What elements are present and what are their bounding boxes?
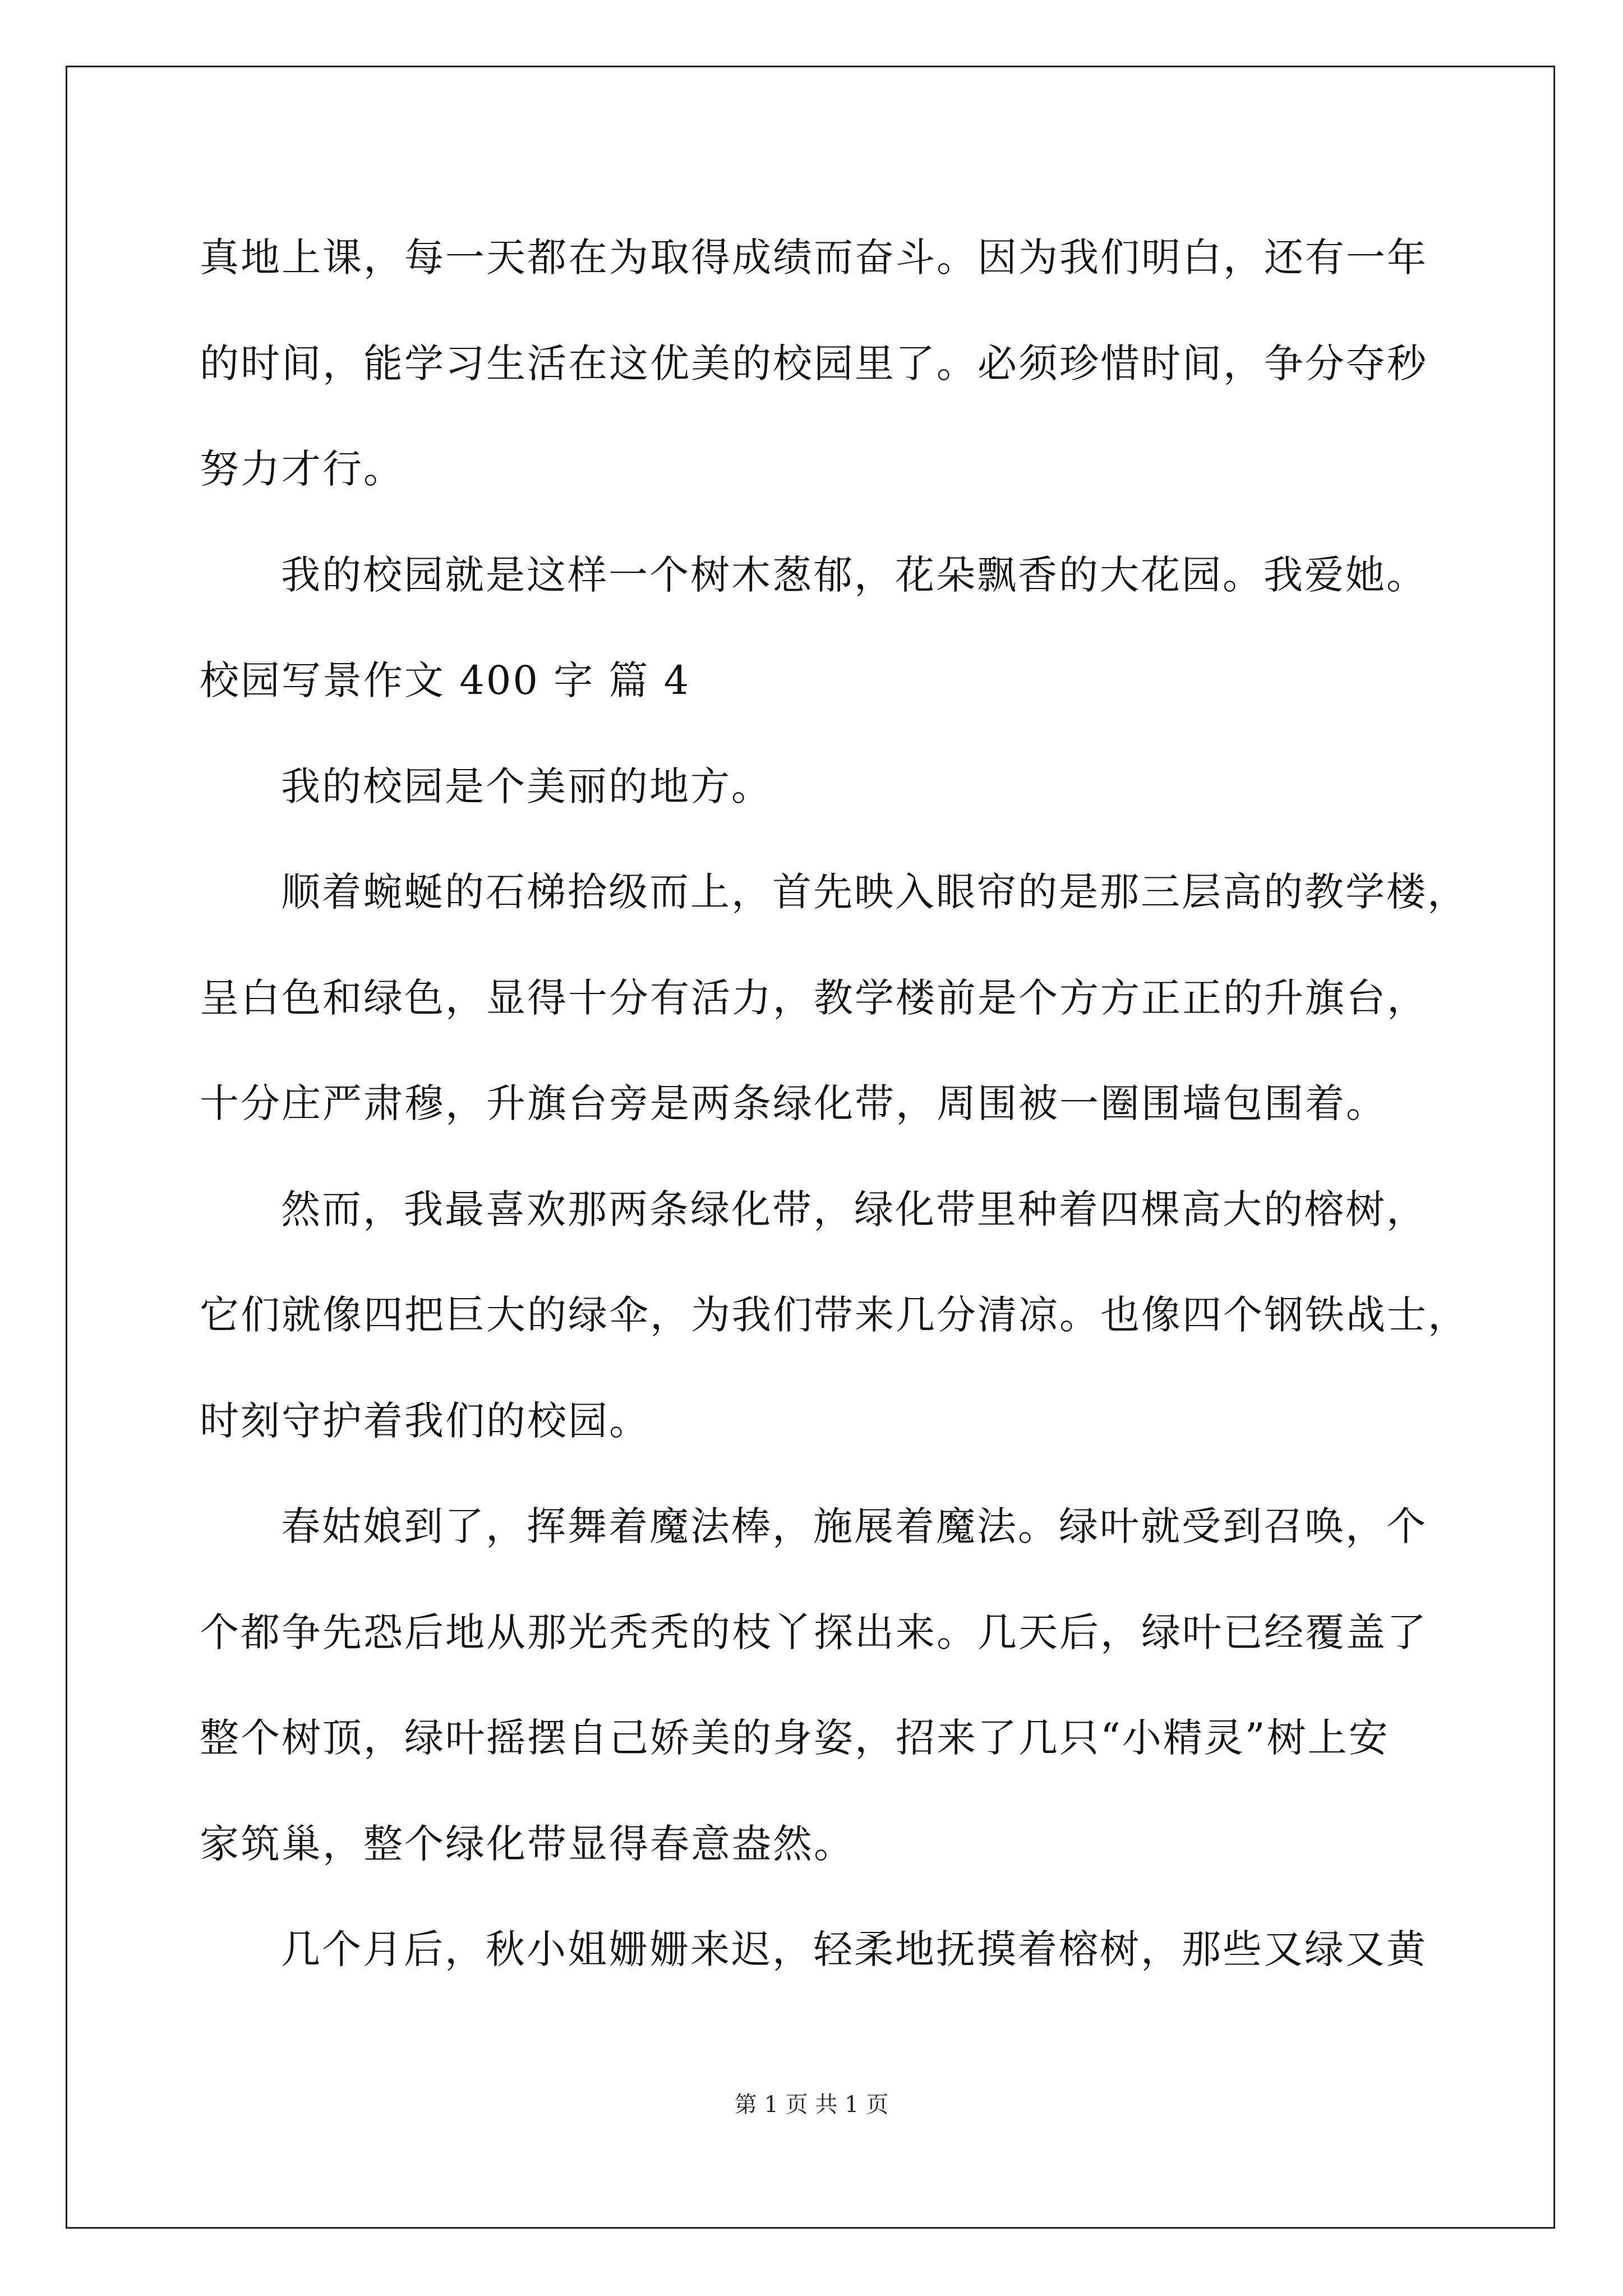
text-line-16: 家筑巢，整个绿化带显得春意盎然。	[200, 1820, 855, 1867]
text-line-14: 个都争先恐后地从那光秃秃的枝丫探出来。几天后，绿叶已经覆盖了	[200, 1609, 1428, 1655]
text-line-11: 它们就像四把巨大的绿伞，为我们带来几分清凉。也像四个钢铁战士，	[200, 1292, 1469, 1338]
text-line-9: 十分庄严肃穆，升旗台旁是两条绿化带，周围被一圈围墙包围着。	[200, 1080, 1387, 1126]
page-footer: 第 1 页 共 1 页	[734, 2092, 889, 2118]
text-line-10: 然而，我最喜欢那两条绿化带，绿化带里种着四棵高大的榕树，	[281, 1186, 1427, 1232]
text-line-4: 我的校园就是这样一个树木葱郁，花朵飘香的大花园。我爱她。	[281, 551, 1427, 598]
text-line-1: 真地上课，每一天都在为取得成绩而奋斗。因为我们明白，还有一年	[200, 234, 1428, 280]
text-line-13: 春姑娘到了，挥舞着魔法棒，施展着魔法。绿叶就受到召唤，个	[281, 1503, 1427, 1549]
text-line-17: 几个月后，秋小姐姗姗来迟，轻柔地抚摸着榕树，那些又绿又黄	[281, 1926, 1427, 1972]
text-line-12: 时刻守护着我们的校园。	[200, 1397, 650, 1444]
text-line-2: 的时间，能学习生活在这优美的校园里了。必须珍惜时间，争分夺秒	[200, 340, 1428, 386]
text-line-7: 顺着蜿蜒的石梯拾级而上，首先映入眼帘的是那三层高的教学楼，	[281, 869, 1468, 915]
text-line-6: 我的校园是个美丽的地方。	[281, 763, 772, 809]
document-body	[200, 205, 1469, 2003]
section-heading: 校园写景作文 400 字 篇 4	[200, 657, 691, 703]
text-line-15: 整个树顶，绿叶摇摆自己娇美的身姿，招来了几只“小精灵”树上安	[200, 1715, 1390, 1761]
text-line-8: 呈白色和绿色，显得十分有活力，教学楼前是个方方正正的升旗台，	[200, 974, 1428, 1021]
text-line-3: 努力才行。	[200, 446, 404, 492]
